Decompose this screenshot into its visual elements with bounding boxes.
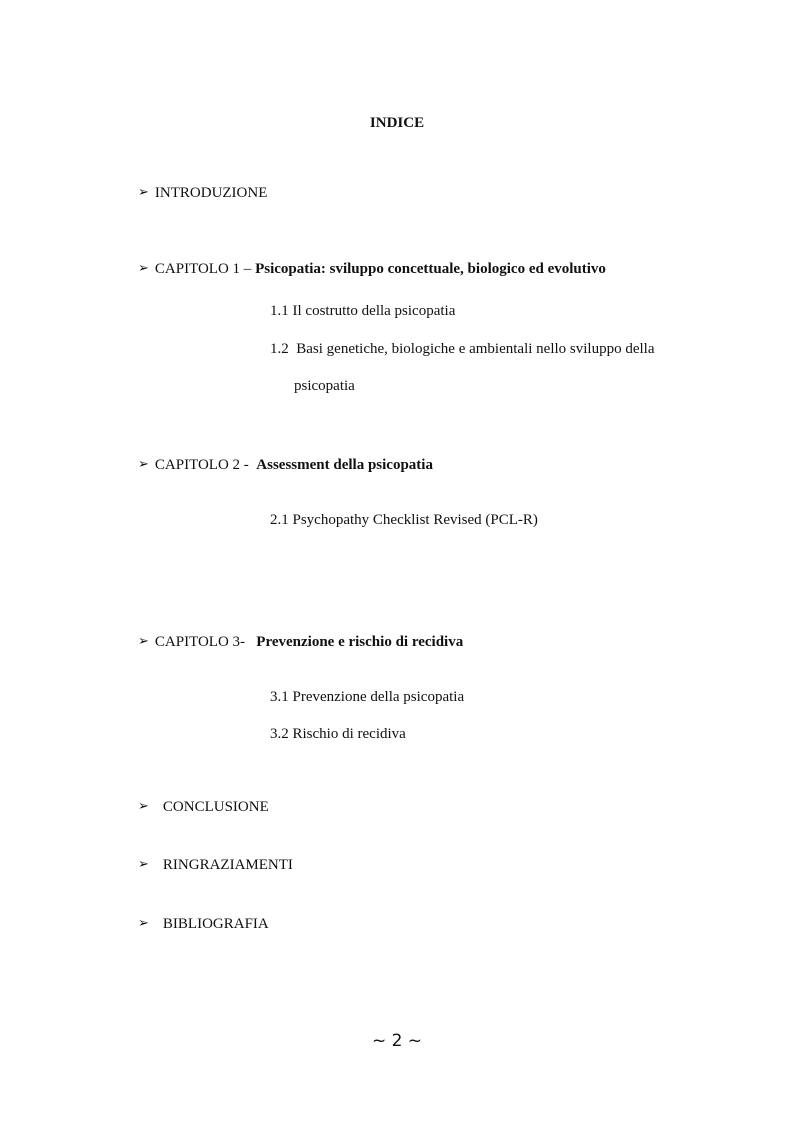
chapter-prefix: CAPITOLO 2 - [154, 457, 257, 473]
toc-entry-label: CONCLUSIONE [162, 799, 269, 815]
arrow-bullet-icon: ➢ [138, 634, 149, 649]
toc-entry-capitolo-2 [138, 458, 433, 473]
chapter-title: Prevenzione e rischio di recidiva [256, 634, 464, 650]
toc-entry-bibliografia [138, 917, 269, 932]
toc-subentry-3-2: 3.2 Rischio di recidiva [270, 726, 406, 742]
toc-subentry-1-2-continued: psicopatia [294, 378, 355, 394]
toc-entry-introduzione [138, 186, 267, 201]
toc-entry-ringraziamenti [138, 858, 293, 873]
toc-entry-label: INTRODUZIONE [154, 185, 268, 201]
toc-subentry-3-1: 3.1 Prevenzione della psicopatia [270, 689, 465, 705]
chapter-title: Assessment della psicopatia [256, 457, 433, 473]
toc-entry-label: BIBLIOGRAFIA [162, 916, 269, 932]
chapter-prefix: CAPITOLO 1 – [154, 261, 256, 277]
toc-entry-conclusione [138, 800, 269, 815]
arrow-bullet-icon: ➢ [138, 261, 149, 276]
page-title: INDICE [369, 115, 425, 131]
arrow-bullet-icon: ➢ [138, 916, 149, 931]
toc-subentry-2-1: 2.1 Psychopathy Checklist Revised (PCL-R) [270, 512, 538, 528]
toc-entry-capitolo-3 [138, 635, 463, 650]
arrow-bullet-icon: ➢ [138, 185, 149, 200]
chapter-prefix: CAPITOLO 3- [154, 634, 257, 650]
toc-subentry-1-1: 1.1 Il costrutto della psicopatia [270, 303, 456, 319]
arrow-bullet-icon: ➢ [138, 799, 149, 814]
toc-entry-capitolo-1 [138, 262, 606, 277]
toc-subentry-1-2: 1.2 Basi genetiche, biologiche e ambientali nello sviluppo della [270, 341, 655, 357]
page-number: ~ 2 ~ [371, 1031, 423, 1051]
chapter-title: Psicopatia: sviluppo concettuale, biologico ed evolutivo [255, 261, 606, 277]
arrow-bullet-icon: ➢ [138, 857, 149, 872]
arrow-bullet-icon: ➢ [138, 457, 149, 472]
toc-entry-label: RINGRAZIAMENTI [162, 857, 293, 873]
